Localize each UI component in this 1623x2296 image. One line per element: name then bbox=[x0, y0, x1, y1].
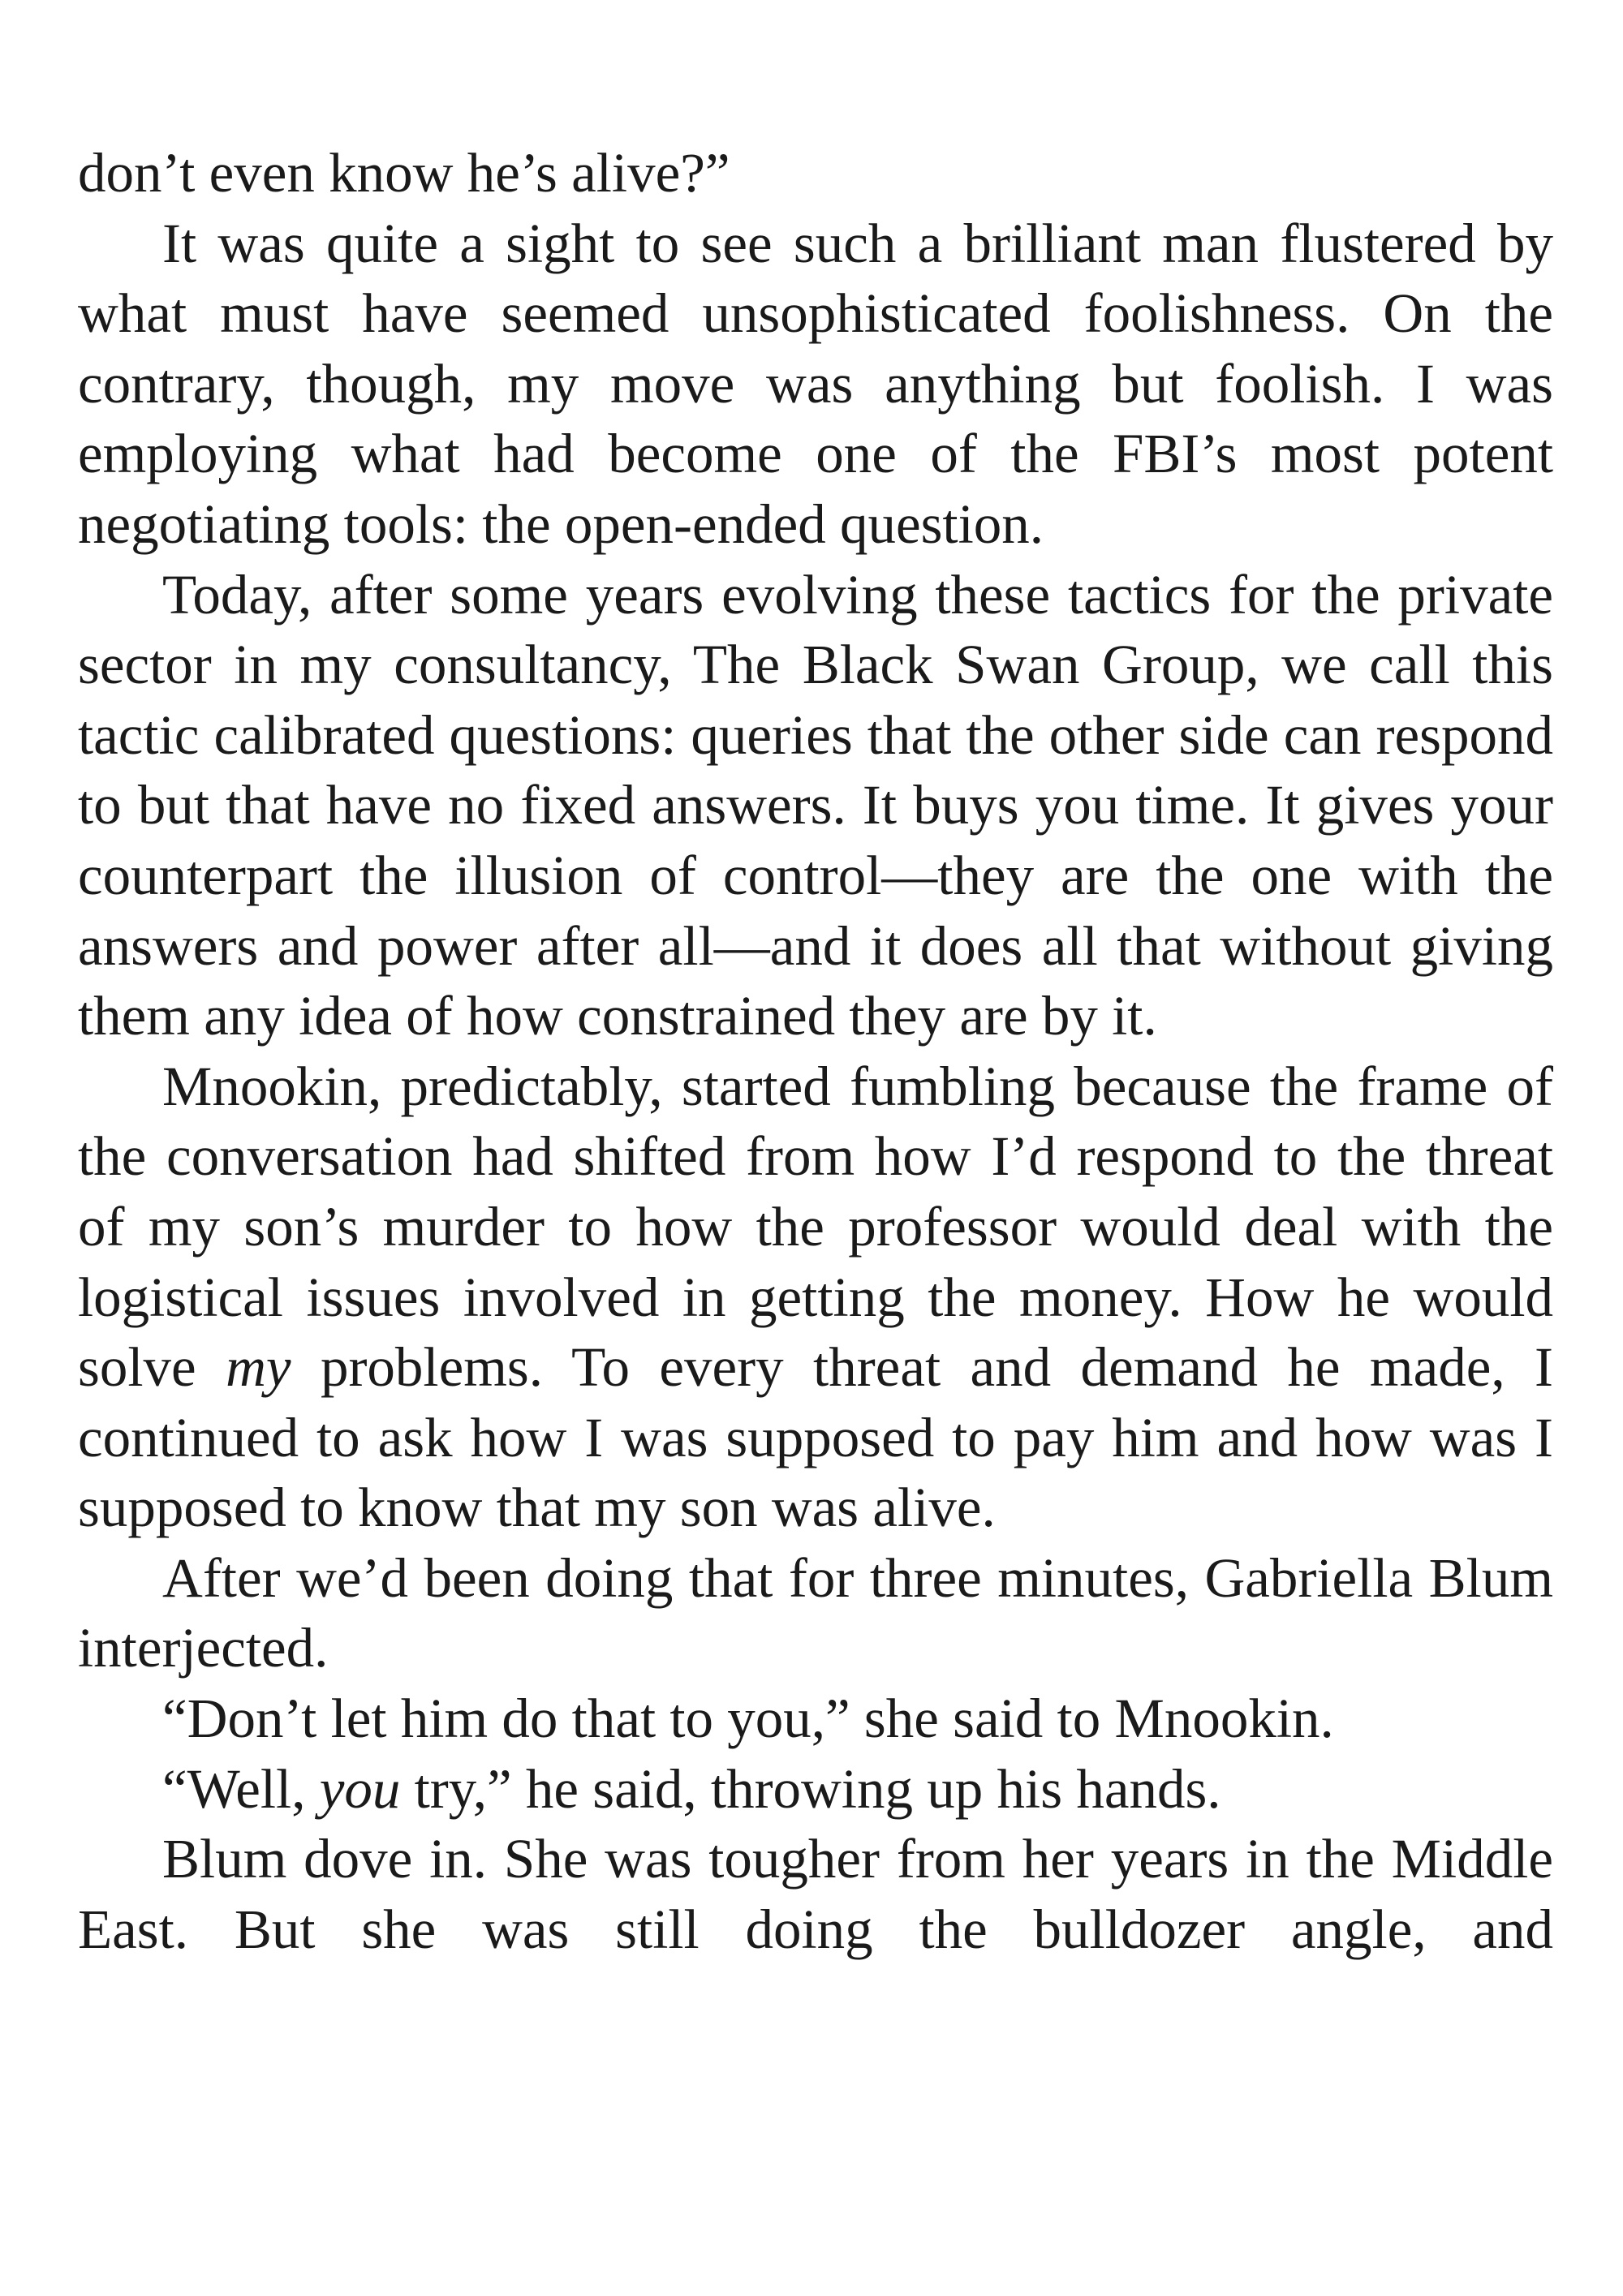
text-run: Today, after some years evolving these tactics for the private sector in my consultancy, The Black Swan Group, we call this tactic calibrated questions: queries that the other side can respond to but that have no fixed answers. It buys you time. It gives your counterpart the illusion of control—they are the one with the answers and power after all—and it does all that without giving them any idea of how constrained they are by it. bbox=[78, 563, 1553, 1047]
paragraph-0 bbox=[78, 138, 1553, 209]
paragraph-2 bbox=[78, 560, 1553, 1051]
text-run: “Well, bbox=[162, 1757, 320, 1820]
text-run: Mnookin, predictably, started fumbling because the frame of the conversation had shifted from how I’d respond to the threat of my son’s murder to how the professor would deal with the logistical issues involved in getting the money. How he would solve bbox=[78, 1055, 1553, 1399]
paragraph-1 bbox=[78, 209, 1553, 560]
paragraph-3 bbox=[78, 1051, 1553, 1543]
emphasis-text: my bbox=[226, 1336, 291, 1399]
text-run: After we’d been doing that for three minutes, Gabriella Blum interjected. bbox=[78, 1546, 1553, 1679]
paragraph-5 bbox=[78, 1683, 1553, 1754]
text-run: “Don’t let him do that to you,” she said to Mnookin. bbox=[162, 1688, 1334, 1750]
text-run: It was quite a sight to see such a brilliant man flustered by what must have seemed unsophisticated foolishness. On the contrary, though, my move was anything but foolish. I was employing what had become one of the FBI’s most potent negotiating tools: the open-ended question. bbox=[78, 212, 1553, 555]
text-run: don’t even know he’s alive?” bbox=[78, 142, 730, 204]
text-run: problems. To every threat and demand he made, I continued to ask how I was supposed to pay him and how was I supposed to know that my son was alive. bbox=[78, 1336, 1553, 1539]
emphasis-text: you bbox=[319, 1757, 401, 1820]
paragraph-4 bbox=[78, 1543, 1553, 1683]
text-run: try,” he said, throwing up his hands. bbox=[400, 1757, 1221, 1820]
paragraph-7 bbox=[78, 1824, 1553, 1964]
page-body bbox=[78, 138, 1553, 1964]
text-run: Blum dove in. She was tougher from her years in the Middle East. But she was still doing the bulldozer angle, and bbox=[78, 1828, 1553, 1960]
paragraph-6 bbox=[78, 1754, 1553, 1825]
